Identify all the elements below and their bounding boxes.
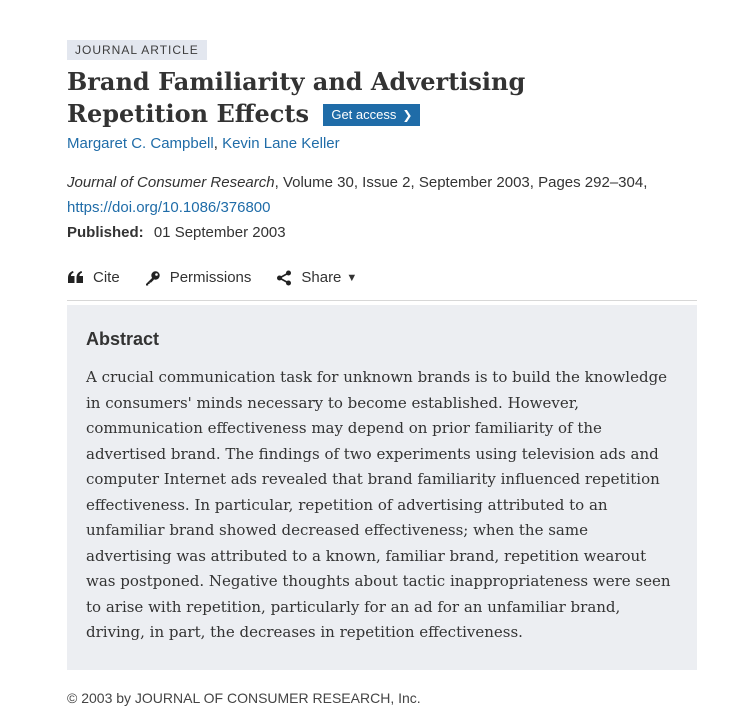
get-access-button[interactable] <box>323 104 420 126</box>
article-title-block <box>67 66 667 130</box>
doi-link[interactable]: https://doi.org/10.1086/376800 <box>67 199 271 216</box>
abstract-section <box>67 305 697 670</box>
citation-details: , Volume 30, Issue 2, September 2003, Pages 292–304, <box>274 174 648 191</box>
get-access-label: Get access <box>331 107 397 122</box>
copyright-notice: © 2003 by JOURNAL OF CONSUMER RESEARCH, Inc. <box>67 690 421 706</box>
share-label: Share <box>301 269 342 286</box>
author-link-campbell[interactable]: Margaret C. Campbell <box>67 135 214 152</box>
caret-down-icon: ▼ <box>346 272 358 284</box>
permissions-button[interactable] <box>144 268 252 288</box>
article-title: Brand Familiarity and Advertising Repetition Effects <box>67 67 526 128</box>
author-list <box>67 134 697 154</box>
share-icon <box>275 269 293 287</box>
abstract-heading: Abstract <box>86 329 160 349</box>
cite-button[interactable] <box>67 268 120 288</box>
chevron-right-icon: ❯ <box>402 108 413 122</box>
author-link-keller[interactable]: Kevin Lane Keller <box>222 135 340 152</box>
published-info <box>67 220 697 246</box>
published-label: Published: <box>67 224 144 241</box>
citation-info <box>67 170 697 220</box>
cite-label: Cite <box>93 269 120 286</box>
article-header <box>67 40 697 301</box>
permissions-label: Permissions <box>169 269 252 286</box>
published-date: 01 September 2003 <box>153 224 286 241</box>
article-type-badge: JOURNAL ARTICLE <box>67 40 207 60</box>
journal-name: Journal of Consumer Research <box>67 174 275 191</box>
share-button[interactable] <box>275 268 357 288</box>
abstract-text: A crucial communication task for unknown brands is to build the knowledge in consumers' minds necessary to become established. However, communication effectiveness may depend on prior familiarity of the advertised brand. The findings of two experiments using television ads and computer Internet ads revealed that brand familiarity influenced repetition effectiveness. In particular, repetition of advertising attributed to an unfamiliar brand showed decreased effectiveness; when the same advertising was attributed to a known, familiar brand, repetition wearout was postponed. Negative thoughts about tactic inappropriateness were seen to arise with repetition, particularly for an ad for an unfamiliar brand, driving, in part, the decreases in repetition effectiveness. <box>86 368 671 641</box>
author-separator: , <box>213 135 223 152</box>
quote-icon <box>67 269 85 287</box>
key-icon <box>144 269 162 287</box>
article-toolbar <box>67 268 697 301</box>
